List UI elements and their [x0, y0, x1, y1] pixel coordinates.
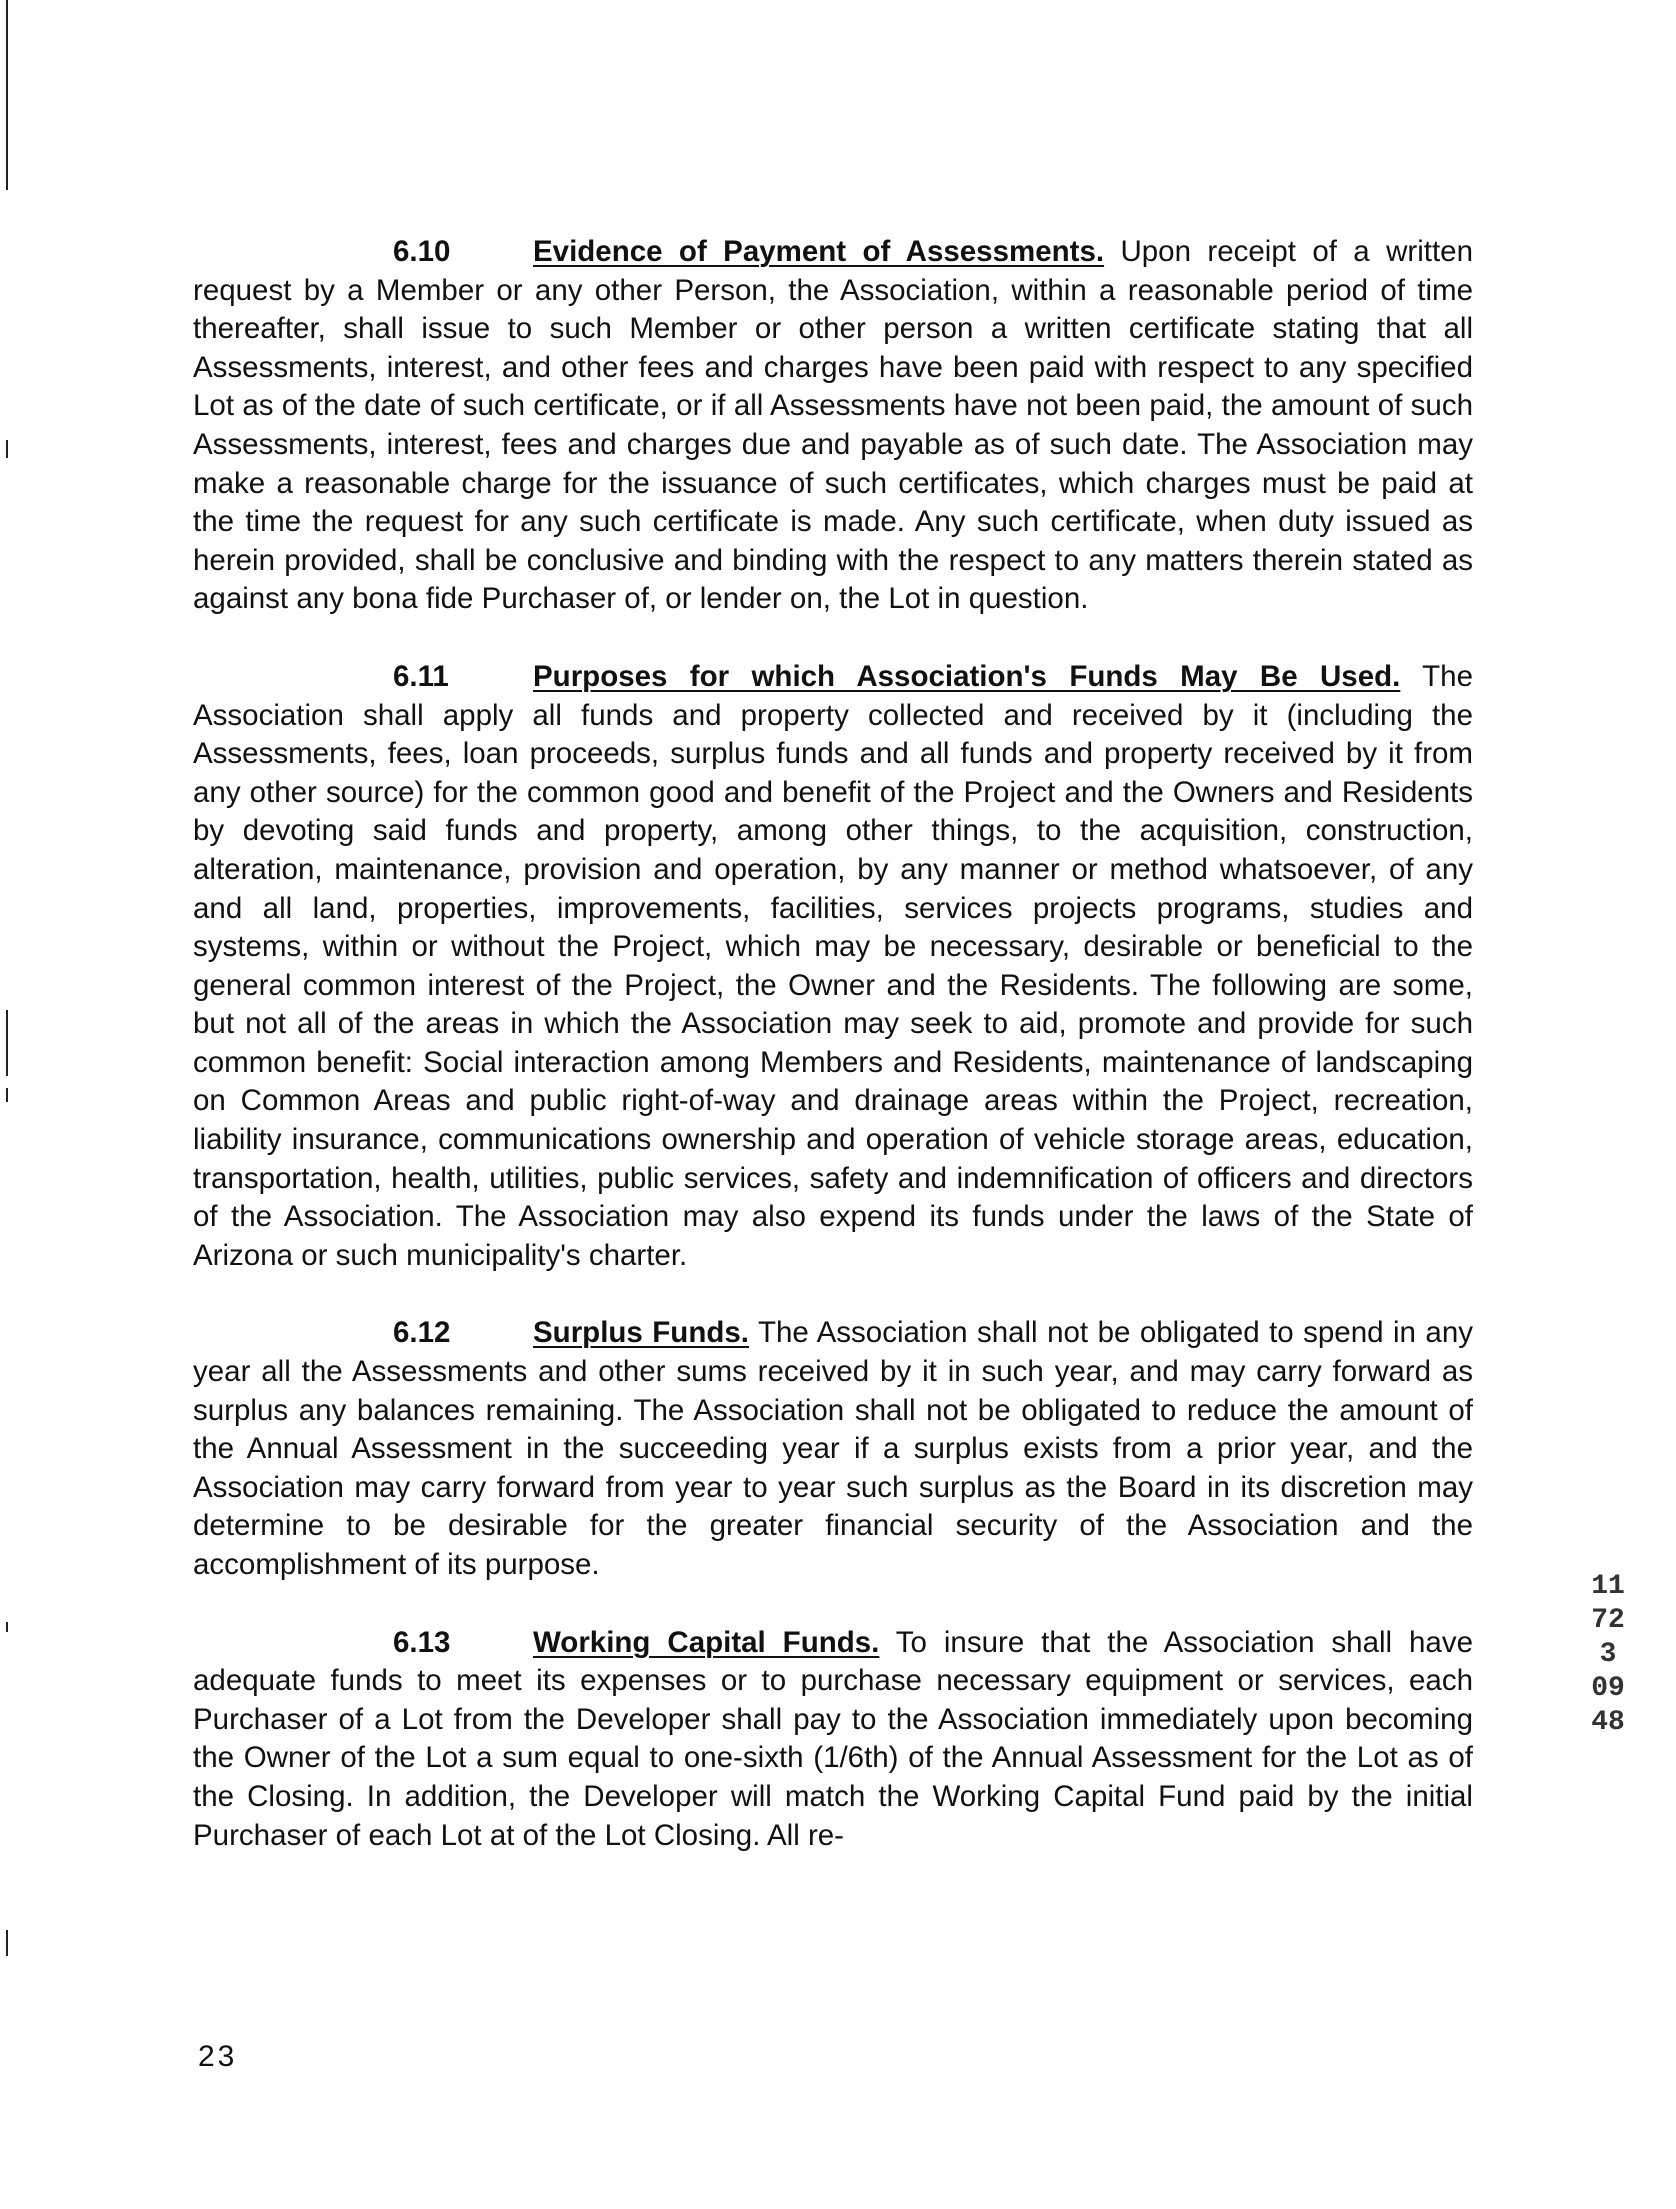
- scan-margin-mark: [6, 1010, 8, 1076]
- section-6-10: [193, 233, 1473, 619]
- recording-number: 11723 0948: [1591, 1571, 1625, 1738]
- section-heading: Evidence of Payment of Assessments.: [533, 235, 1105, 268]
- section-6-13: [193, 1624, 1473, 1856]
- section-body: Upon receipt of a written request by a Member or any other Person, the Association, within a reasonable period of time thereafter, shall issue to such Member or other person a written certificate stating that all Assessments, interest, and other fees and charges have been paid with respect to any specified Lot as of the date of such certificate, or if all Assessments have not been paid, the amount of such Assessments, interest, fees and charges due and payable as of such date. The Association may make a reasonable charge for the issuance of such certificates, which charges must be paid at the time the request for any such certificate is made. Any such certificate, when duty issued as herein provided, shall be conclusive and binding with the respect to any matters therein stated as against any bona fide Purchaser of, or lender on, the Lot in question.: [193, 235, 1473, 616]
- section-number: 6.11: [393, 659, 449, 693]
- section-number: 6.10: [393, 235, 451, 268]
- scan-margin-mark: [6, 1622, 8, 1632]
- section-body: The Association shall apply all funds and property collected and received by it (including the Assessments, fees, loan proceeds, surplus funds and all funds and property received by it from any other source) for the common good and benefit of the Project and the Owners and Residents by devoting said funds and property, among other things, to the acquisition, construction, alteration, maintenance, provision and operation, by any manner or method whatsoever, of any and all land, properties, improvements, facilities, services projects programs, studies and systems, within or without the Project, which may be necessary, desirable or beneficial to the general common interest of the Project, the Owner and the Residents. The following are some, but not all of the areas in which the Association may seek to aid, promote and provide for such common benefit: Social interaction among Members and Residents, maintenance of landscaping on Common Areas and public right-of-way and drainage areas within the Project, recreation, liability insurance, communications ownership and operation of vehicle storage areas, education, transportation, health, utilities, public services, safety and indemnification of officers and directors of the Association. The Association may also expend its funds under the laws of the State of Arizona or such municipality's charter.: [193, 659, 1473, 1272]
- section-6-11: [193, 658, 1473, 1276]
- scan-margin-mark: [6, 1088, 8, 1102]
- section-heading: Purposes for which Association's Funds May Be Used.: [533, 659, 1401, 693]
- section-heading: Working Capital Funds.: [533, 1625, 880, 1659]
- scan-margin-mark: [6, 1930, 8, 1956]
- section-number: 6.12: [393, 1316, 451, 1350]
- section-heading: Surplus Funds.: [533, 1316, 749, 1350]
- document-body: [193, 233, 1473, 1894]
- section-number: 6.13: [393, 1625, 451, 1659]
- section-body: To insure that the Association shall have adequate funds to meet its expenses or to purchase necessary equipment or services, each Purchaser of a Lot from the Developer shall pay to the Association immediately upon becoming the Owner of the Lot a sum equal to one-sixth (1/6th) of the Annual Assessment for the Lot as of the Closing. In addition, the Developer will match the Working Capital Fund paid by the initial Purchaser of each Lot at of the Lot Closing. All re-: [193, 1625, 1473, 1852]
- scan-margin-mark: [6, 0, 8, 190]
- page-number: 23: [198, 2040, 238, 2073]
- scan-margin-mark: [6, 440, 8, 458]
- section-6-12: [193, 1314, 1473, 1584]
- section-body: The Association shall not be obligated to spend in any year all the Assessments and other sums received by it in such year, and may carry forward as surplus any balances remaining. The Association shall not be obligated to reduce the amount of the Annual Assessment in the succeeding year if a surplus exists from a prior year, and the Association may carry forward from year to year such surplus as the Board in its discretion may determine to be desirable for the greater financial security of the Association and the accomplishment of its purpose.: [193, 1316, 1473, 1581]
